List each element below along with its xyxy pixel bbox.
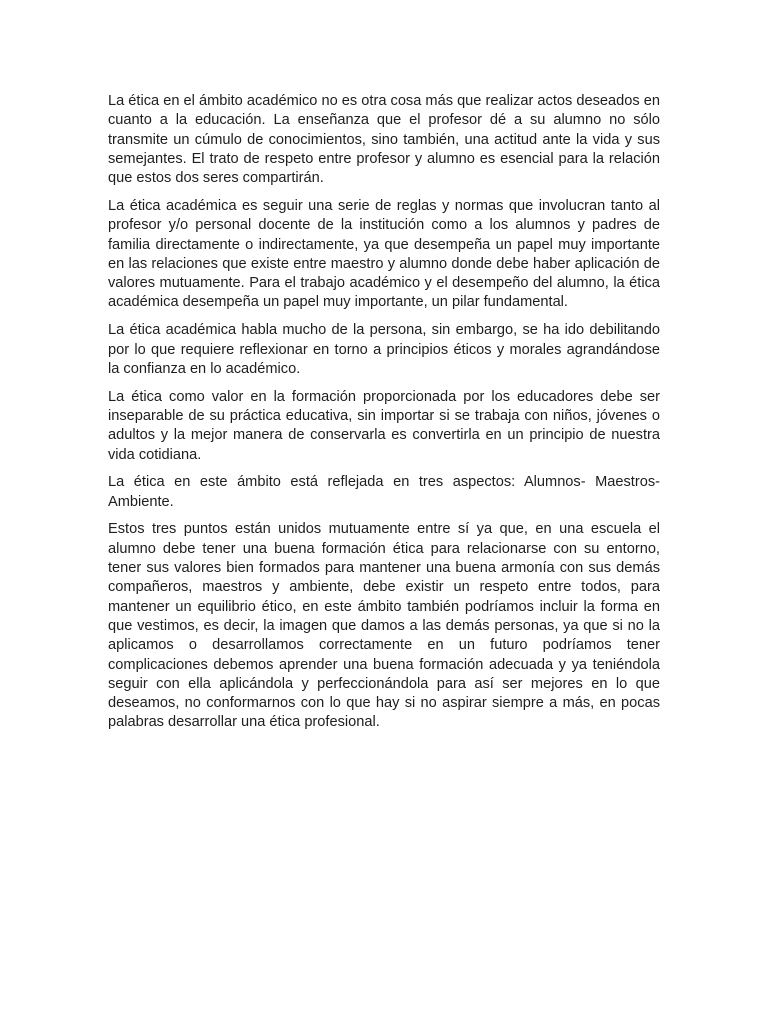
paragraph-6: Estos tres puntos están unidos mutuamente entre sí ya que, en una escuela el alumno debe tener una buena formación ética para relacionarse con su entorno, tener sus valores bien formados para mantener una buena armonía con sus demás compañeros, maestros y ambiente, debe existir un respeto entre todos, para mantener un equilibrio ético, en este ámbito también podríamos incluir la forma en que vestimos, es decir, la imagen que damos a las demás personas, ya que si no la aplicamos o desarrollamos correctamente en un futuro podríamos tener complicaciones debemos aprender una buena formación adecuada y ya teniéndola seguir con ella aplicándola y perfeccionándola para así ser mejores en lo que deseamos, no conformarnos con lo que hay si no aspirar siempre a más, en pocas palabras desarrollar una ética profesional. (108, 521, 660, 731)
document-page (108, 92, 660, 741)
paragraph-5: La ética en este ámbito está reflejada en tres aspectos: Alumnos- Maestros- Ambiente. (108, 474, 660, 510)
paragraph-4: La ética como valor en la formación proporcionada por los educadores debe ser inseparable de su práctica educativa, sin importar si se trabaja con niños, jóvenes o adultos y la mejor manera de conservarla es convertirla en un principio de nuestra vida cotidiana. (108, 388, 660, 463)
paragraph-2: La ética académica es seguir una serie de reglas y normas que involucran tanto al profesor y/o personal docente de la institución como a los alumnos y padres de familia directamente o indirectamente, ya que desempeña un papel muy importante en las relaciones que existe entre maestro y alumno donde debe haber aplicación de valores mutuamente. Para el trabajo académico y el desempeño del alumno, la ética académica desempeña un papel muy importante, un pilar fundamental. (108, 197, 660, 311)
paragraph-1: La ética en el ámbito académico no es otra cosa más que realizar actos deseados en cuanto a la educación. La enseñanza que el profesor dé a su alumno no sólo transmite un cúmulo de conocimientos, sino también, una actitud ante la vida y sus semejantes. El trato de respeto entre profesor y alumno es esencial para la relación que estos dos seres compartirán. (108, 93, 660, 187)
paragraph-3: La ética académica habla mucho de la persona, sin embargo, se ha ido debilitando por lo que requiere reflexionar en torno a principios éticos y morales agrandándose la confianza en lo académico. (108, 322, 660, 377)
